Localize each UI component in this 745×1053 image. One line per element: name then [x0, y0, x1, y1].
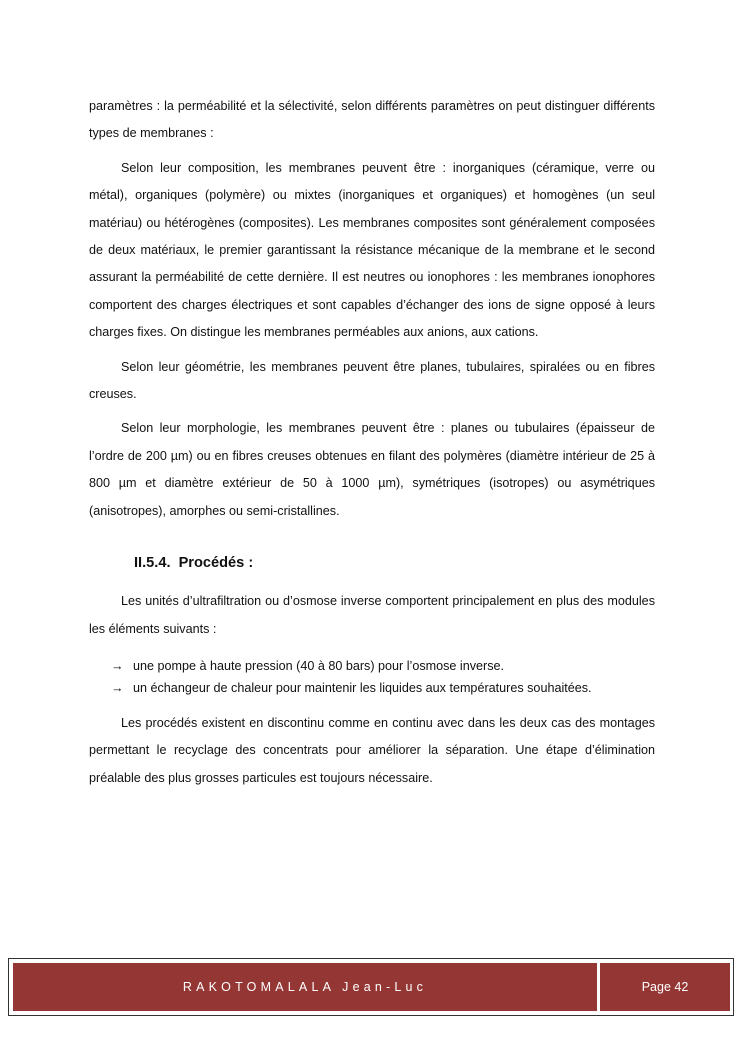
right-arrow-icon: → — [111, 658, 124, 673]
footer-author: RAKOTOMALALA Jean-Luc — [13, 963, 597, 1011]
footer-page-number: Page 42 — [600, 963, 730, 1011]
list-item — [89, 677, 655, 699]
section-number: II.5.4. — [134, 555, 171, 572]
list-item-text: un échangeur de chaleur pour maintenir les liquides aux températures souhaitées. — [133, 680, 592, 695]
paragraph-composition: Selon leur composition, les membranes peuvent être : inorganiques (céramique, verre ou métal), organiques (polymère) ou mixtes (inorganiques et organiques) et homogènes (un seul matériau) ou hétérogènes (composites). Les membranes composites sont généralement composées de deux matériaux, le premier garantissant la résistance mécanique de la membrane et le second assurant la perméabilité de cette dernière. Il est neutres ou ionophores : les membranes ionophores comportent des charges électriques et sont capables d’échanger des ions de signe opposé à leurs charges fixes. On distingue les membranes perméables aux anions, aux cations. — [89, 160, 655, 340]
bullet-list — [89, 655, 655, 699]
section-title: Procédés : — [178, 555, 254, 572]
paragraph-units: Les unités d’ultrafiltration ou d’osmose inverse comportent principalement en plus des modules les éléments suivants : — [89, 594, 655, 636]
paragraph-morphology: Selon leur morphologie, les membranes peuvent être : planes ou tubulaires (épaisseur de l’ordre de 200 µm) ou en fibres creuses obtenues en filant des polymères (diamètre intérieur de 25 à 800 µm et diamètre extérieur de 50 à 1000 µm), symétriques (isotropes) ou asymétriques (anisotropes), amorphes ou semi-cristallines. — [89, 421, 655, 518]
list-item — [89, 655, 655, 677]
right-arrow-icon: → — [111, 680, 124, 695]
paragraph-intro: paramètres : la perméabilité et la sélectivité, selon différents paramètres on peut distinguer différents types de membranes : — [89, 99, 655, 141]
section-heading — [134, 552, 655, 574]
paragraph-processes: Les procédés existent en discontinu comme en continu avec dans les deux cas des montages permettant le recyclage des concentrats pour améliorer la séparation. Une étape d’élimination préalable des plus grosses particules est toujours nécessaire. — [89, 715, 655, 785]
list-item-text: une pompe à haute pression (40 à 80 bars) pour l’osmose inverse. — [133, 658, 505, 673]
paragraph-geometry: Selon leur géométrie, les membranes peuvent être planes, tubulaires, spiralées ou en fibres creuses. — [89, 359, 655, 402]
page-footer — [8, 958, 734, 1016]
page-body — [89, 93, 655, 799]
